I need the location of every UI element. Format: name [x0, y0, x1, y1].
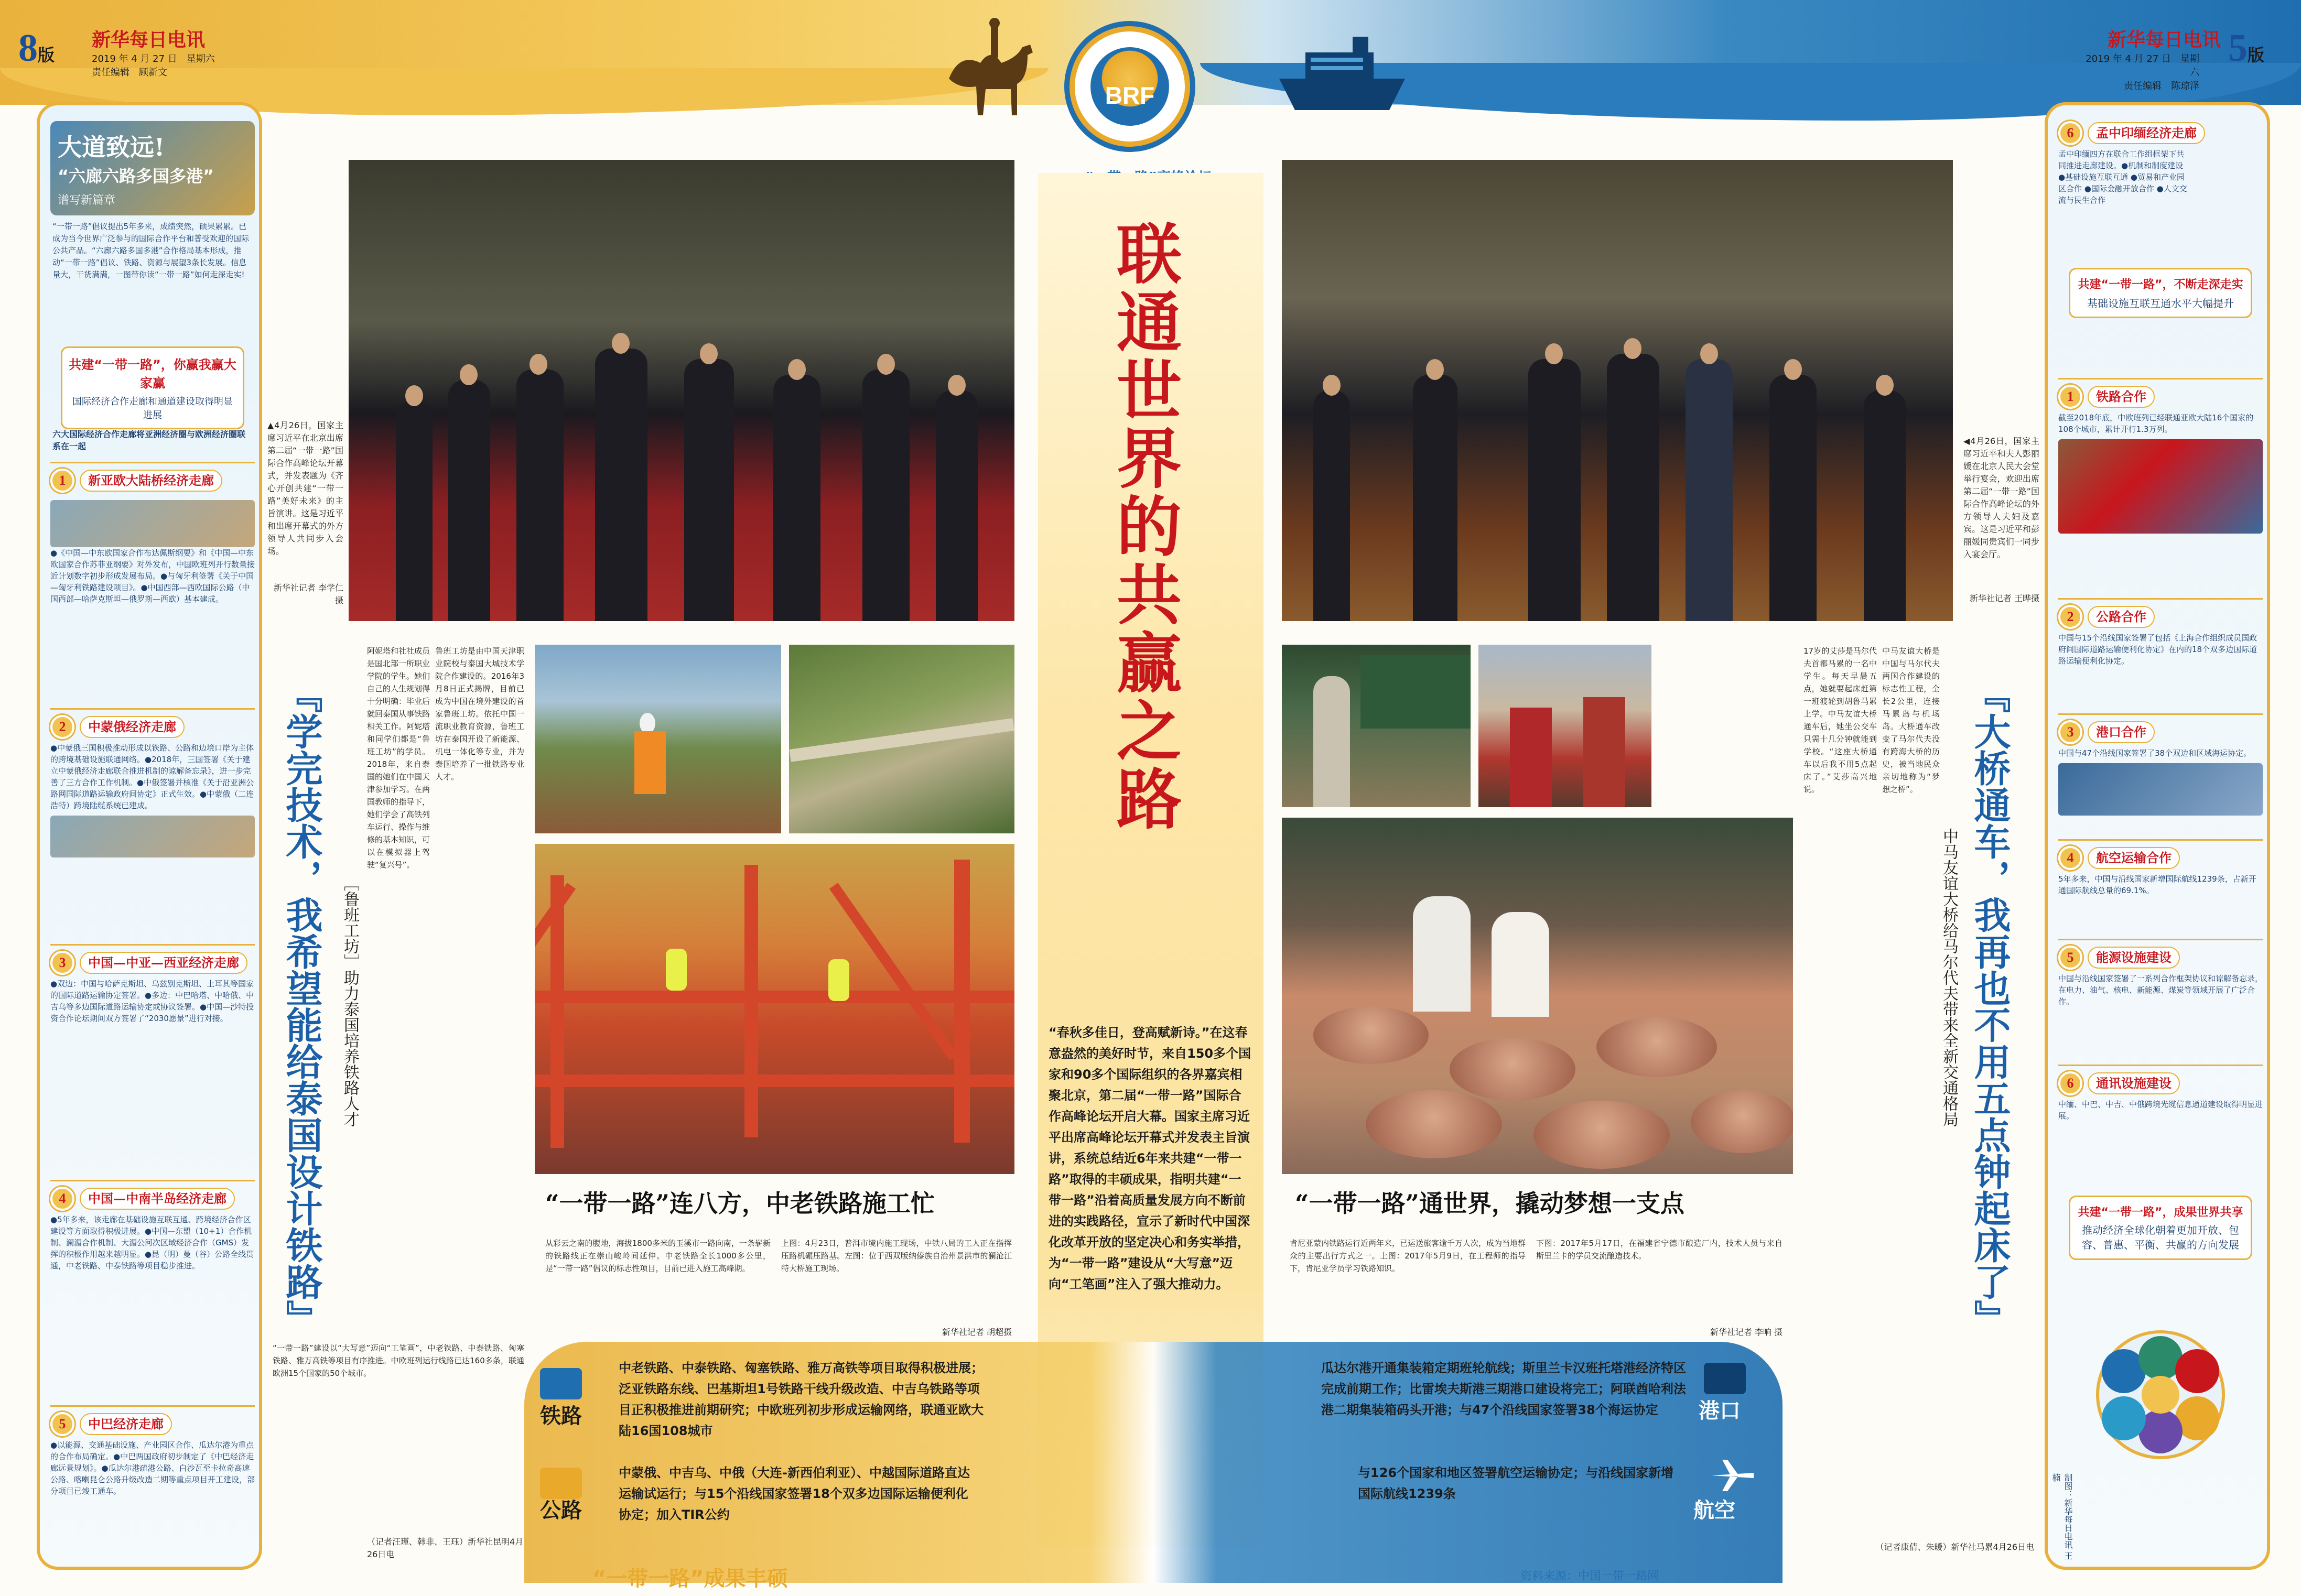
- photo-credit: 新华社记者 王晔摄: [1969, 593, 2039, 603]
- section-title: 航空运输合作: [2088, 847, 2180, 869]
- story-credit: 新华社记者 胡超摄: [942, 1327, 1012, 1337]
- cooperation-section: [2058, 378, 2263, 534]
- article-column: 阿妮塔和社社成员是国北部一所职业学院的学生。她们自己的人生规划得十分明确：毕业后就回泰国从事铁路相关工作。阿妮塔和同学们都是“鲁班工坊”的学员。2018年，来自泰国的她们在中国天津参加学习。在两国教师的指导下，她们学会了高铁列车运行、操作与维修的基本知识，可以在模拟器上驾驶“复兴号”。: [367, 646, 430, 870]
- section-body: ●5年多来，该走廊在基础设施互联互通、跨境经济合作区建设等方面取得积极进展。●中国—东盟（10+1）合作机制、澜湄合作机制、大湄公河次区域经济合作（GMS）发挥的积极作用越来越明显。●昆（明）曼（谷）公路全线贯通，中老铁路、中泰铁路等项目稳步推进。: [50, 1215, 254, 1271]
- classroom-photo: [1282, 645, 1471, 807]
- winery-jars-photo: [1282, 818, 1793, 1174]
- corridor-section: [50, 462, 255, 605]
- sidebar-slogan-box: [61, 346, 244, 429]
- banner-tag: 谱写新篇章: [58, 194, 116, 207]
- sidebar-intro: “一带一路”倡议提出5年多来，成绩突然，硕果累累。已成为当今世界广泛参与的国际合作平台和普受欢迎的国际公共产品。“六廊六路多国多港”合作格局基本形成，推动“一带一路”倡议、铁路、资源与展望3条长发展。信息量大，干货满满，一图带你读“一带一路”如何走深走实!: [52, 222, 250, 279]
- story-caption: 从彩云之南的腹地，海拔1800多米的玉溪市一路向南，一条崭新的铁路线正在崇山峻岭间延伸。中老铁路全长1000多公里，是“一带一路”倡议的标志性项目，目前已进入施工高峰期。: [545, 1239, 771, 1273]
- slogan: 共建“一带一路”，你赢我赢大家赢: [69, 357, 236, 390]
- aerial-railway-photo: [789, 645, 1014, 833]
- section-body: 中国与沿线国家签署了一系列合作框架协议和谅解备忘录，在电力、油气、核电、新能源、煤炭等领域开展了广泛合作。: [2058, 974, 2263, 1006]
- cooperation-section: [2058, 598, 2263, 667]
- photo-credit: 新华社记者 李学仁摄: [273, 583, 343, 605]
- achievements-title: “一带一路”成果丰硕: [592, 1567, 788, 1591]
- train-icon: [540, 1368, 582, 1399]
- right-issue-info: 2019 年 4 月 27 日 星期六 责任编辑 陈琼泽: [2086, 53, 2199, 92]
- left-sidebar: [37, 102, 262, 1570]
- corridor-section: [50, 1405, 255, 1497]
- banner-title: 大道致远!: [58, 133, 165, 161]
- story-credit: 新华社记者 李响 摄: [1710, 1327, 1783, 1337]
- airplane-icon: [1709, 1457, 1756, 1494]
- article-column: 17岁的艾莎是马尔代夫首都马累的一名中学生。每天早晨五点，她就要起床赶第一班渡轮到胡鲁马累上学。中马友谊大桥通车后，她坐公交车只需十几分钟就能到学校。“这座大桥通车以后我不用5点起床了。”艾莎高兴地说。: [1803, 646, 1877, 794]
- silk-road-wheel-icon: [2069, 1327, 2252, 1463]
- slogan-sub: 推动经济全球化朝着更加开放、包容、普惠、平衡、共赢的方向发展: [2082, 1224, 2239, 1251]
- road-achievements: 中蒙俄、中吉乌、中俄（大连-新西伯利亚）、中越国际道路直达运输试运行；与15个沿线国家签署18个双多边国际运输便利化协定；加入TIR公约: [619, 1465, 970, 1522]
- section-title: 港口合作: [2088, 721, 2155, 743]
- banner-subtitle: “六廊六路多国多港”: [58, 166, 214, 186]
- slogan: 共建“一带一路”，成果世界共享: [2078, 1206, 2243, 1219]
- kenya-railway-photo: [1478, 645, 1651, 807]
- section-number: 5: [2058, 946, 2082, 970]
- section-title: 中巴经济走廊: [80, 1413, 172, 1435]
- section-title: 中蒙俄经济走廊: [80, 716, 185, 738]
- story-headline: “一带一路”通世界，撬动梦想一支点: [1295, 1189, 1684, 1218]
- port-photo: [2058, 763, 2263, 816]
- dateline: （记者康倩、朱暖）新华社马累4月26日电: [1875, 1542, 2034, 1552]
- section-number: 2: [50, 715, 74, 739]
- article-column: “一带一路”建设以“大写意”迈向“工笔画”，中老铁路、中泰铁路、匈塞铁路、雅万高铁等项目有序推进。中欧班列运行线路已达160多条，联通欧洲15个国家的50个城市。: [273, 1343, 524, 1378]
- sidebar-banner: [50, 121, 255, 215]
- article-vertical-title: 『学完技术，我希望能给泰国设计铁路』: [280, 676, 323, 1337]
- section-title: 铁路合作: [2088, 386, 2155, 408]
- article-column: 鲁班工坊是由中国天津职业院校与泰国大城技术学院合作建设的。2016年3月8日正式揭牌，目前已成为中国在境外建设的首家鲁班工坊。依托中国一流职业教育资源，鲁班工坊在泰国开设了新能源、机电一体化等专业，并为泰国培养了一批铁路专业人才。: [435, 646, 524, 781]
- cooperation-section: [2058, 713, 2263, 816]
- section-body: ●中蒙俄三国积极推动形成以铁路、公路和边境口岸为主体的跨境基础设施联通网络。●2018年，三国签署《关于建立中蒙俄经济走廊联合推进机制的谅解备忘录》，进一步完善了三方合作工作机制。●中俄签署并核准《关于沿亚洲公路网国际道路运输政府间协定》正式生效。●中蒙俄（二连浩特）跨境陆缆系统已建成。: [50, 743, 254, 810]
- section-body: ●双边：中国与哈萨克斯坦、乌兹别克斯坦、土耳其等国家的国际道路运输协定签署。●多边：中巴哈塔、中哈俄、中吉乌等多边国际道路运输协定或协议签署。●中国—沙特投资合作论坛期间双方签署了“2030愿景”进行对接。: [50, 979, 254, 1023]
- railway-site-photo: [535, 645, 781, 833]
- lead-paragraph: “春秋多佳日，登高赋新诗。”在这春意盎然的美好时节，来自150多个国家和90多个国际组织的各界嘉宾相聚北京，第二届“一带一路”国际合作高峰论坛开启大幕。国家主席习近平出席高峰论坛开幕式并发表主旨演讲，系统总结近6年来共建“一带一路”取得的丰硕成果，指明共建“一带一路”沿着高质量发展方向不断前进的实践路径，宣示了新时代中国深化改革开放的坚定决心和务实举措，为“一带一路”建设从“大写意”迈向“工笔画”注入了强大推动力。: [1049, 1025, 1251, 1291]
- cargo-ship-icon: [1274, 31, 1410, 115]
- article-column: 中马友谊大桥是中国与马尔代夫两国合作建设的标志性工程，全长2公里，连接马累岛与机场岛。大桥通车改变了马尔代夫没有跨海大桥的历史，被当地民众亲切地称为“梦想之桥”。: [1882, 646, 1940, 794]
- section-body: 中国与47个沿线国家签署了38个双边和区域海运协定。: [2058, 748, 2252, 758]
- road-label: 公路: [540, 1499, 582, 1523]
- summit-opening-photo: [349, 160, 1014, 621]
- corridor-section: [50, 1180, 255, 1272]
- section-body: ●以能源、交通基础设施、产业园区合作、瓜达尔港为重点的合作布局确定。●中巴两国政府初步制定了《中巴经济走廊远景规划》。●瓜达尔港疏港公路、白沙瓦至卡拉奇高速公路、喀喇昆仑公路升级改造二期等重点项目开工建设，部分项目已竣工通车。: [50, 1440, 255, 1496]
- left-issue-info: 2019 年 4 月 27 日 星期六 责任编辑 顾新文: [92, 53, 215, 78]
- corridor-section: [50, 944, 255, 1024]
- banquet-welcome-photo: [1282, 160, 1953, 621]
- train-photo: [50, 500, 255, 547]
- graphic-credit: 制图：新华每日电讯 王楠: [2051, 1473, 2073, 1560]
- slogan: 共建“一带一路”，不断走深走实: [2078, 278, 2243, 291]
- section-body: 孟中印缅四方在联合工作组框架下共同推进走廊建设。●机制和制度建设 ●基础设施互联互通 ●贸易和产业园区合作 ●国际金融开放合作 ●人文交流与民生合作: [2058, 149, 2187, 205]
- brf-forum-logo: [1070, 26, 1190, 147]
- section-title: 中国—中亚—西亚经济走廊: [80, 952, 247, 974]
- sidebar-slogan-box: [2069, 268, 2252, 318]
- bridge-construction-photo: [535, 844, 1014, 1174]
- corridor-section: [2058, 116, 2263, 206]
- section-number: 6: [2058, 1071, 2082, 1095]
- air-achievements: 与126个国家和地区签署航空运输协定；与沿线国家新增国际航线1239条: [1358, 1465, 1674, 1501]
- corridor-section: [50, 708, 255, 857]
- main-headline: 联通世界的共赢之路: [1107, 220, 1179, 833]
- photo-caption: ▲4月26日，国家主席习近平在北京出席第二届“一带一路”国际合作高峰论坛开幕式，并发表题为《齐心开创共建“一带一路”美好未来》的主旨演讲。这是习近平和出席开幕式的外方领导人共同步入会场。: [267, 420, 343, 556]
- data-source: 资料来源：中国一带一路网: [1520, 1570, 1659, 1583]
- right-page-number: 5版: [2228, 27, 2265, 70]
- story-caption: 下图：2017年5月17日，在福建省宁德市酿造厂内，技术人员与来自斯里兰卡的学员交流酿造技术。: [1536, 1239, 1783, 1261]
- camel-rider-icon: [938, 16, 1049, 121]
- section-title: 公路合作: [2088, 606, 2155, 628]
- section-number: 3: [2058, 720, 2082, 744]
- dateline: （记者汪瑾、韩非、王珏）新华社昆明4月26日电: [367, 1537, 524, 1559]
- section-body: 截至2018年底，中欧班列已经联通亚欧大陆16个国家的108个城市，累计开行1.3万列。: [2058, 413, 2254, 434]
- cooperation-section: [2058, 1065, 2263, 1122]
- section-body: 中缅、中巴、中吉、中俄跨境光缆信息通道建设取得明显进展。: [2058, 1100, 2263, 1121]
- article-vertical-subtitle: ［鲁班工坊］助力泰国培养铁路人才: [341, 875, 359, 1127]
- section-number: 3: [50, 951, 74, 975]
- article-vertical-subtitle: 中马友谊大桥给马尔代夫带来全新交通格局: [1940, 828, 1958, 1127]
- cooperation-section: [2058, 839, 2263, 896]
- section-number: 1: [2058, 385, 2082, 409]
- freight-train-photo: [2058, 439, 2263, 534]
- section-title: 中国—中南半岛经济走廊: [80, 1188, 235, 1210]
- air-label: 航空: [1693, 1499, 1735, 1523]
- port-achievements: 瓜达尔港开通集装箱定期班轮航线；斯里兰卡汉班托塔港经济特区完成前期工作；比雷埃夫斯港三期港口建设将完工；阿联酋哈利法港二期集装箱码头开港；与47个沿线国家签署38个海运协定: [1321, 1361, 1686, 1417]
- section-number: 6: [2058, 121, 2082, 145]
- article-vertical-title: 『大桥通车，我再也不用五点钟起床了』: [1968, 676, 2012, 1337]
- railway-label: 铁路: [540, 1404, 582, 1428]
- port-label: 港口: [1699, 1399, 1741, 1423]
- section-body: 5年多来，中国与沿线国家新增国际航线1239条，占新开通国际航线总量的69.1%。: [2058, 874, 2256, 895]
- crane-icon: [1704, 1363, 1746, 1394]
- section-number: 5: [50, 1412, 74, 1436]
- slogan-sub: 基础设施互联互通水平大幅提升: [2087, 297, 2234, 310]
- section-body: ●《中国—中东欧国家合作布达佩斯纲要》和《中国—中东欧国家合作苏菲亚纲要》对外发布，中国欧班列开行数量接近计划数字初步形成发展布局。●与匈牙利签署《关于中国—匈牙利铁路建设项目》。●中国西部—西欧国际公路（中国西部—哈萨克斯坦—俄罗斯—西欧）基本建成。: [50, 548, 255, 604]
- section-title: 通讯设施建设: [2088, 1072, 2180, 1094]
- railway-achievements: 中老铁路、中泰铁路、匈塞铁路、雅万高铁等项目取得积极进展；泛亚铁路东线、巴基斯坦1号铁路干线升级改造、中吉乌铁路等项目正积极推进前期研究；中欧班列初步形成运输网络，联通亚欧大陆16国108城市: [619, 1361, 984, 1438]
- story-headline: “一带一路”连八方，中老铁路施工忙: [545, 1189, 935, 1218]
- slogan-sub: 国际经济合作走廊和通道建设取得明显进展: [72, 396, 233, 421]
- story-caption: 肯尼亚蒙内铁路运行近两年来，已运送旅客逾千万人次，成为当地群众的主要出行方式之一。上图：2017年5月9日，在工程师的指导下，肯尼亚学员学习铁路知识。: [1290, 1239, 1526, 1273]
- right-paper-title: 新华每日电讯: [2108, 29, 2221, 51]
- section-title: 孟中印缅经济走廊: [2088, 122, 2205, 144]
- corridor-list-heading: 六大国际经济合作走廊将亚洲经济圈与欧洲经济圈联系在一起: [52, 429, 246, 451]
- photo-caption: ◀4月26日，国家主席习近平和夫人彭丽媛在北京人民大会堂举行宴会，欢迎出席第二届“一带一路”国际合作高峰论坛的外方领导人夫妇及嘉宾。这是习近平和彭丽媛同贵宾们一同步入宴会厅。: [1963, 436, 2039, 559]
- sidebar-slogan-box: [2069, 1196, 2252, 1260]
- cooperation-section: [2058, 939, 2263, 1007]
- section-number: 4: [2058, 846, 2082, 870]
- section-number: 2: [2058, 605, 2082, 629]
- section-title: 能源设施建设: [2088, 947, 2180, 969]
- section-number: 1: [50, 469, 74, 493]
- logo-text: BRF: [1105, 82, 1155, 109]
- section-body: 中国与15个沿线国家签署了包括《上海合作组织成员国政府间国际道路运输便利化协定》在内的18个双多边国际道路运输便利化协定。: [2058, 633, 2257, 666]
- left-paper-title: 新华每日电讯: [92, 29, 206, 51]
- story-caption: 上图：4月23日，普洱市境内施工现场，中铁八局的工人正在指挥压路机碾压路基。左图：位于西双版纳傣族自治州景洪市的澜沧江特大桥施工现场。: [781, 1239, 1012, 1273]
- right-sidebar: [2045, 102, 2270, 1570]
- corridor-photo: [50, 816, 255, 857]
- section-title: 新亚欧大陆桥经济走廊: [80, 470, 222, 492]
- section-number: 4: [50, 1187, 74, 1211]
- left-page-number: 8版: [18, 27, 55, 70]
